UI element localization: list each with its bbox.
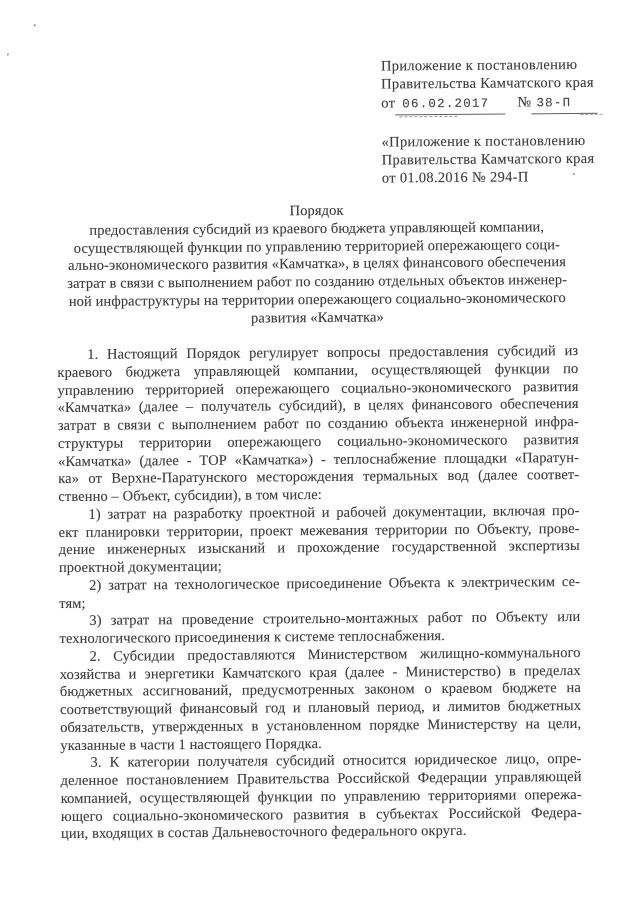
text-line: 1. Настоящий Порядок регулирует вопросы предоставления субсидий из	[87, 342, 579, 363]
appendix-ref-line: Правительства Камчатского края	[381, 150, 595, 169]
title-line: ной инфраструктуры на территории опережающего социально-экономического	[68, 290, 566, 310]
text-line: ции, входящих в состав Дальневосточного федерального округа.	[60, 823, 467, 843]
text-line: деленное постановлением Правительства Российской Федерации управляющей	[60, 768, 582, 790]
paragraph	[60, 751, 582, 844]
appendix-reference-previous	[382, 132, 622, 188]
title-line: Порядок	[289, 202, 344, 220]
text-line: хозяйства и энергетики Камчатского края (далее - Министерство) в пределах	[59, 662, 581, 683]
title-line: ально-экономического развития «Камчатка», в целях финансового обеспечения	[68, 254, 567, 275]
text-line: тям;	[59, 595, 86, 612]
appendix-ref-line: Правительства Камчатского края	[381, 74, 594, 93]
appendix-reference-current	[381, 56, 621, 116]
scan-speck	[34, 24, 36, 26]
text-line: «Камчатка» (далее - ТОР «Камчатка») - теплоснабжение площадки «Паратун-	[58, 449, 580, 470]
paragraph	[59, 609, 580, 649]
text-line: «Камчатка» (далее – получатель субсидий), в целях финансового обеспечения	[57, 396, 579, 417]
date-prefix-label: от	[381, 95, 396, 112]
document-body	[57, 343, 582, 844]
text-line: затрат в связи с выполнением работ по созданию объекта инженерной инфра-	[57, 413, 579, 435]
text-line: бюджетных ассигнований, предусмотренных законом о краевом бюджете на	[59, 680, 581, 701]
text-line: 2. Субсидии предоставляются Министерством жилищно-коммунального	[89, 644, 581, 665]
text-line: ющего социально-экономического развития в субъектах Российской Федера-	[60, 804, 582, 825]
text-line: ственно – Объект, субсидии), в том числе:	[58, 486, 322, 506]
paragraph	[60, 645, 582, 756]
scan-specks	[0, 0, 636, 3]
text-line: управлению территорией опережающего социально-экономического развития	[57, 378, 579, 399]
title-line: затрат в связи с выполнением работ по созданию отдельных объектов инженер-	[67, 272, 568, 293]
scan-artifact-dash	[580, 113, 602, 115]
text-line: 3) затрат на проведение строительно-монтажных работ по Объекту или	[89, 609, 581, 630]
text-line: 2) затрат на технологическое присоединение Объекта к электрическим се-	[88, 573, 581, 594]
title-line: предоставления субсидий из краевого бюджета управляющей компании,	[89, 219, 545, 239]
title-line: осуществляющей функции по управлению территорией опережающего соци-	[73, 236, 561, 257]
paragraph	[58, 503, 580, 578]
text-line: обязательств, утвержденных в установленном порядке Министерству на цели,	[60, 715, 582, 736]
paragraph	[57, 343, 579, 507]
text-line: краевого бюджета управляющей компании, осуществляющей функции по	[57, 360, 579, 381]
text-line: 1) затрат на разработку проектной и рабочей документации, включая про-	[88, 502, 580, 523]
number-sign-label: №	[517, 94, 532, 111]
number-blank-field: 38-П	[531, 94, 597, 115]
text-line: компанией, осуществляющей функции по управлению территориями опережа-	[60, 786, 582, 807]
scan-speck	[573, 173, 575, 175]
appendix-ref-line: «Приложение к постановлению	[381, 132, 586, 151]
text-line: структуры территории опережающего социально-экономического развития	[57, 431, 579, 452]
paragraph	[59, 574, 580, 614]
text-line: дение инженерных изысканий и прохождение государственной экспертизы	[58, 538, 580, 559]
text-line: технологического присоединения к системе теплоснабжения.	[59, 628, 445, 648]
scan-artifact-dash	[399, 115, 457, 117]
text-line: указанные в части 1 настоящего Порядка.	[60, 735, 322, 754]
text-line: проектной документации;	[58, 558, 222, 577]
text-line: 3. К категории получателя субсидий относится юридическое лицо, опре-	[90, 751, 582, 772]
appendix-ref-line: от 01.08.2016 № 294-П	[381, 169, 529, 187]
text-line: ект планировки территории, проект межевания территории по Объекту, прове-	[58, 520, 580, 541]
title-line: развития «Камчатка»	[250, 309, 384, 327]
text-line: ка» от Верхне-Паратунского месторождения термальных вод (далее соответ-	[58, 467, 580, 488]
document-title	[56, 201, 578, 330]
appendix-ref-line: Приложение к постановлению	[380, 56, 578, 75]
date-blank-field: 06.02.2017	[395, 95, 505, 116]
scan-speck	[7, 53, 9, 55]
text-line: соответствующий финансовый год и плановый период, и лимитов бюджетных	[59, 697, 582, 719]
